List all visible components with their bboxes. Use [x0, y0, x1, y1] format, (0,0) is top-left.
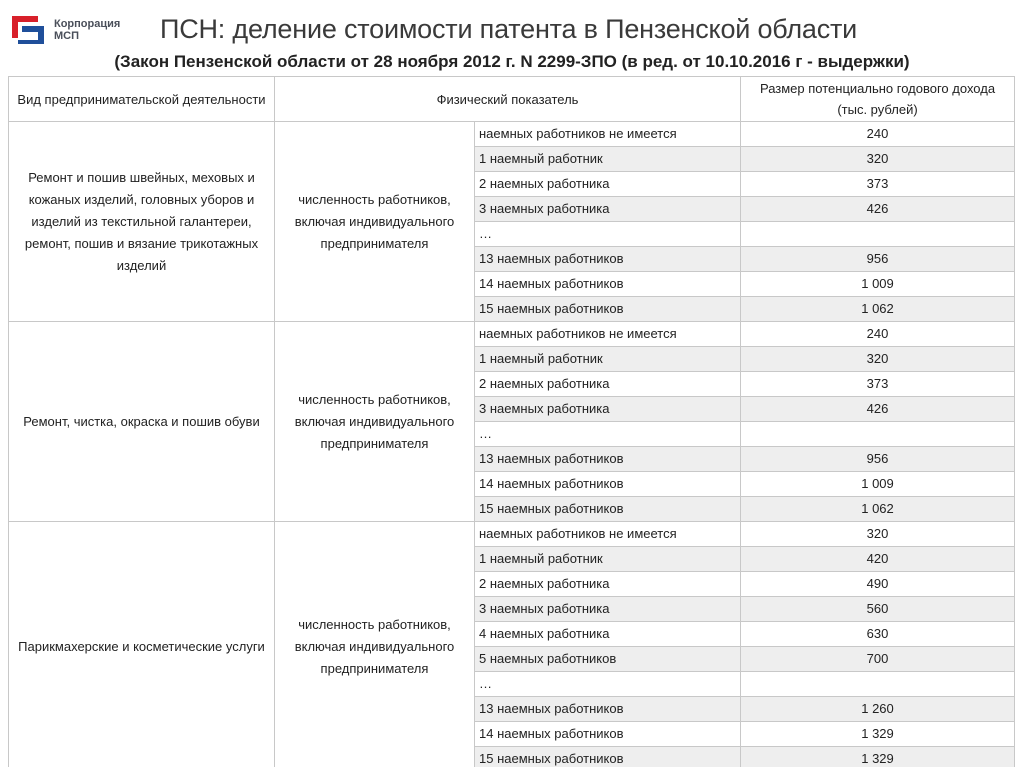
page-title: ПСН: деление стоимости патента в Пензенской области	[160, 14, 858, 44]
value-cell: 1 329	[741, 722, 1015, 747]
value-cell: 1 062	[741, 497, 1015, 522]
header-indicator: Физический показатель	[275, 77, 741, 122]
value-cell: 560	[741, 597, 1015, 622]
workers-cell: 14 наемных работников	[475, 472, 741, 497]
workers-cell: 15 наемных работников	[475, 297, 741, 322]
workers-cell: 1 наемный работник	[475, 147, 741, 172]
value-cell: 426	[741, 197, 1015, 222]
value-cell: 420	[741, 547, 1015, 572]
workers-cell: 2 наемных работника	[475, 172, 741, 197]
table-body	[9, 122, 1015, 767]
value-cell: 426	[741, 397, 1015, 422]
workers-cell: 14 наемных работников	[475, 722, 741, 747]
table-header-row	[9, 77, 1015, 122]
table-row	[9, 322, 1015, 347]
value-cell: 320	[741, 522, 1015, 547]
activity-cell: Ремонт, чистка, окраска и пошив обуви	[9, 322, 275, 522]
workers-cell: наемных работников не имеется	[475, 522, 741, 547]
value-cell: 700	[741, 647, 1015, 672]
workers-cell: 1 наемный работник	[475, 347, 741, 372]
value-cell: 630	[741, 622, 1015, 647]
value-cell: 320	[741, 347, 1015, 372]
value-cell: 1 062	[741, 297, 1015, 322]
table-row	[9, 122, 1015, 147]
workers-cell: 13 наемных работников	[475, 447, 741, 472]
value-cell: 373	[741, 372, 1015, 397]
workers-cell: …	[475, 672, 741, 697]
logo-mark-icon	[8, 12, 48, 48]
workers-cell: 14 наемных работников	[475, 272, 741, 297]
value-cell: 1 009	[741, 472, 1015, 497]
workers-cell: 2 наемных работника	[475, 572, 741, 597]
workers-cell: 4 наемных работника	[475, 622, 741, 647]
indicator-cell: численность работников, включая индивидуального предпринимателя	[275, 522, 475, 767]
workers-cell: наемных работников не имеется	[475, 122, 741, 147]
corporation-logo	[8, 10, 138, 50]
value-cell: 490	[741, 572, 1015, 597]
value-cell: 956	[741, 247, 1015, 272]
workers-cell: …	[475, 422, 741, 447]
header-value: Размер потенциально годового дохода (тыс. рублей)	[741, 77, 1015, 122]
workers-cell: 15 наемных работников	[475, 747, 741, 767]
value-cell: 1 329	[741, 747, 1015, 767]
value-cell	[741, 672, 1015, 697]
workers-cell: 2 наемных работника	[475, 372, 741, 397]
workers-cell: 3 наемных работника	[475, 397, 741, 422]
value-cell: 1 260	[741, 697, 1015, 722]
workers-cell: 5 наемных работников	[475, 647, 741, 672]
workers-cell: 3 наемных работника	[475, 597, 741, 622]
value-cell: 240	[741, 122, 1015, 147]
page-subtitle: (Закон Пензенской области от 28 ноября 2012 г. N 2299-ЗПО (в ред. от 10.10.2016 г - выдержки)	[114, 52, 910, 71]
workers-cell: 3 наемных работника	[475, 197, 741, 222]
logo-line2: МСП	[54, 30, 80, 42]
workers-cell: 1 наемный работник	[475, 547, 741, 572]
value-cell: 1 009	[741, 272, 1015, 297]
header-activity: Вид предпринимательской деятельности	[9, 77, 275, 122]
workers-cell: 15 наемных работников	[475, 497, 741, 522]
table-row	[9, 522, 1015, 547]
value-cell: 956	[741, 447, 1015, 472]
value-cell: 373	[741, 172, 1015, 197]
patent-cost-table	[8, 76, 1015, 767]
value-cell: 240	[741, 322, 1015, 347]
logo-text	[54, 18, 120, 42]
workers-cell: наемных работников не имеется	[475, 322, 741, 347]
workers-cell: 13 наемных работников	[475, 247, 741, 272]
value-cell	[741, 222, 1015, 247]
value-cell	[741, 422, 1015, 447]
indicator-cell: численность работников, включая индивидуального предпринимателя	[275, 322, 475, 522]
indicator-cell: численность работников, включая индивидуального предпринимателя	[275, 122, 475, 322]
value-cell: 320	[741, 147, 1015, 172]
activity-cell: Парикмахерские и косметические услуги	[9, 522, 275, 767]
activity-cell: Ремонт и пошив швейных, меховых и кожаных изделий, головных уборов и изделий из текстильной галантереи, ремонт, пошив и вязание трикотажных изделий	[9, 122, 275, 322]
workers-cell: 13 наемных работников	[475, 697, 741, 722]
logo-line1: Корпорация	[54, 18, 121, 30]
workers-cell: …	[475, 222, 741, 247]
